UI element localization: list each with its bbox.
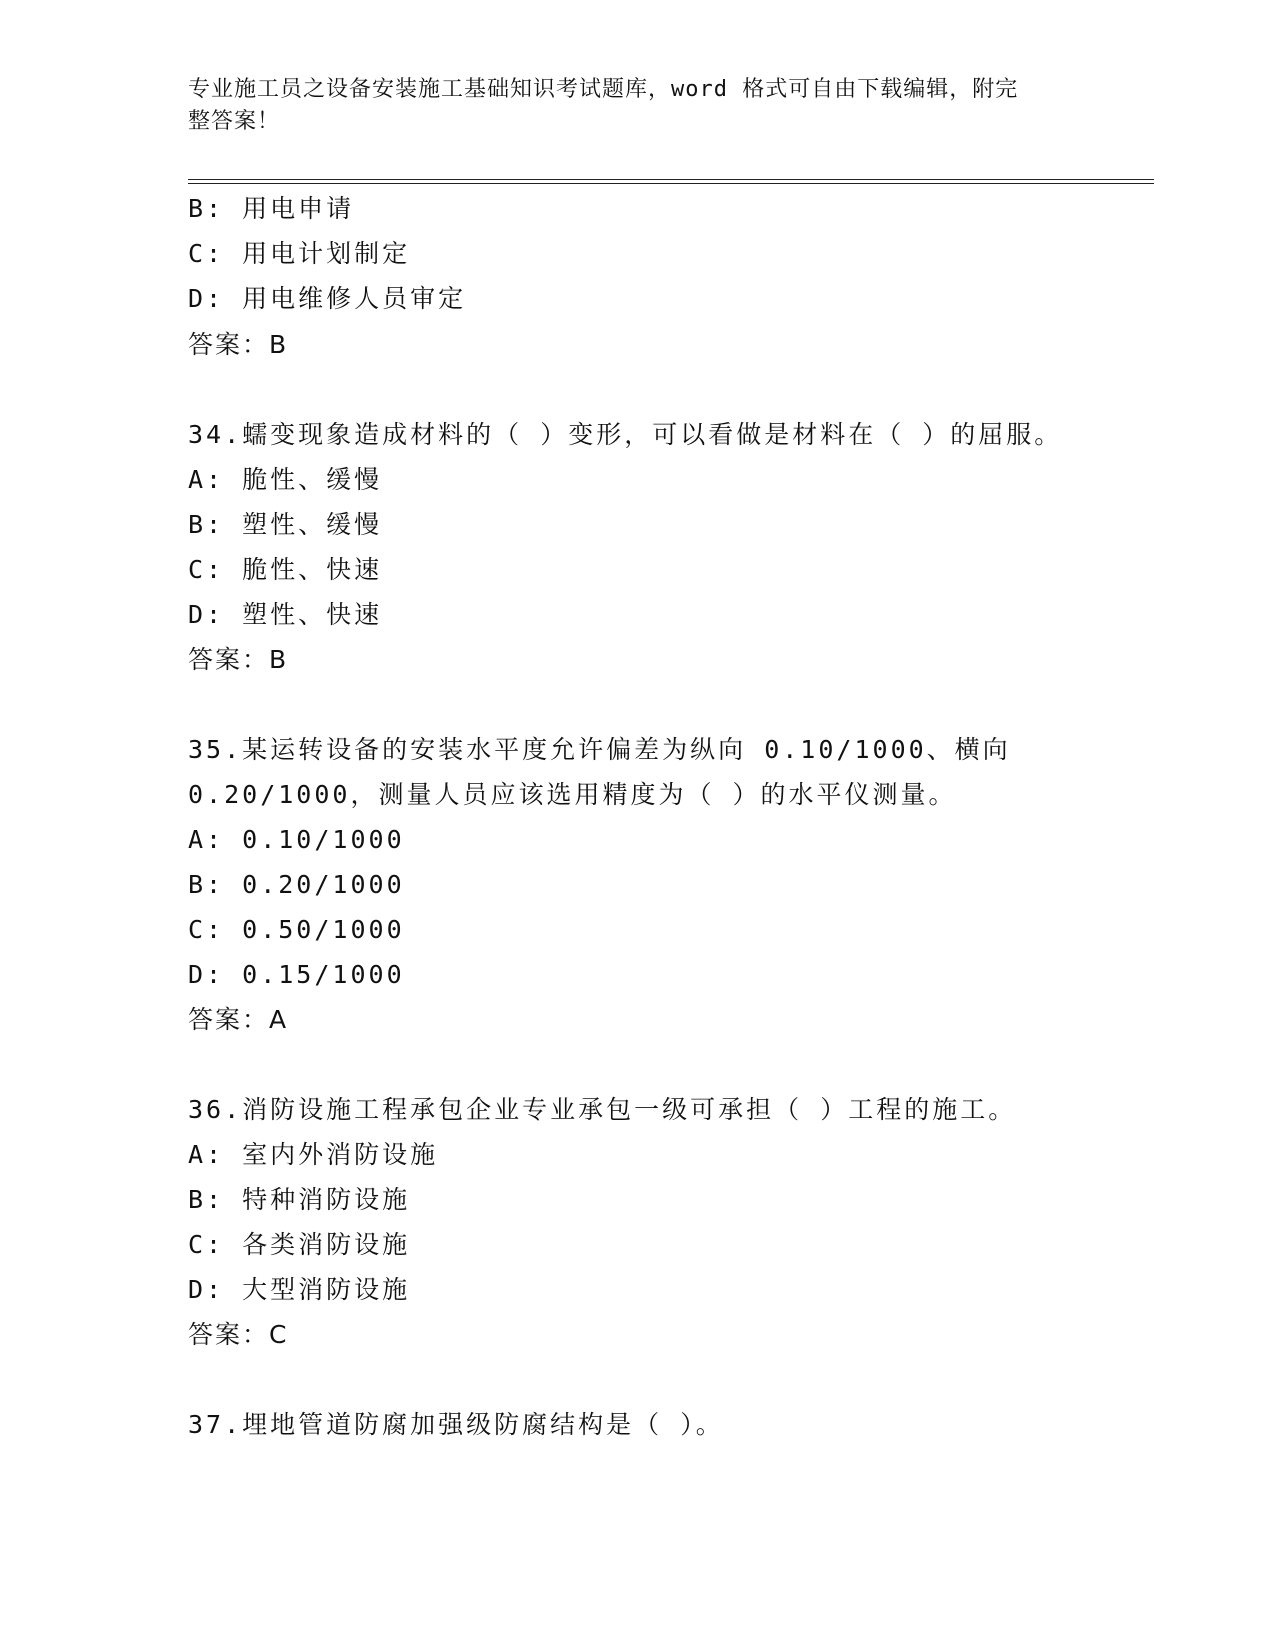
q34-option-a: A: 脆性、缓慢 [188,465,383,494]
q33-option-b: B: 用电申请 [188,194,355,223]
header-rule-bottom [188,183,1154,184]
q37-stem: 37.埋地管道防腐加强级防腐结构是（ ）。 [188,1410,724,1439]
q33-option-d: D: 用电维修人员审定 [188,284,467,313]
q35-option-d: D: 0.15/1000 [188,960,405,989]
q35-answer: 答案：A [188,1005,289,1034]
q36-option-d: D: 大型消防设施 [188,1275,411,1304]
q34-stem: 34.蠕变现象造成材料的（ ）变形，可以看做是材料在（ ）的屈服。 [188,420,1063,449]
q36-answer: 答案：C [188,1320,289,1349]
q34-option-b: B: 塑性、缓慢 [188,510,383,539]
q35-option-a: A: 0.10/1000 [188,825,405,854]
q36-option-b: B: 特种消防设施 [188,1185,411,1214]
q35-stem-line-2: 0.20/1000，测量人员应该选用精度为（ ）的水平仪测量。 [188,780,957,809]
header-rule-top [188,179,1154,180]
q36-stem: 36.消防设施工程承包企业专业承包一级可承担（ ）工程的施工。 [188,1095,1017,1124]
q35-option-b: B: 0.20/1000 [188,870,405,899]
q33-option-c: C: 用电计划制定 [188,239,411,268]
q34-answer: 答案：B [188,645,289,674]
q35-option-c: C: 0.50/1000 [188,915,405,944]
header-line-1: 专业施工员之设备安装施工基础知识考试题库，word 格式可自由下载编辑，附完 [188,77,1019,102]
q36-option-c: C: 各类消防设施 [188,1230,411,1259]
q33-answer: 答案：B [188,330,289,359]
header-line-2: 整答案！ [188,109,281,134]
q34-option-c: C: 脆性、快速 [188,555,383,584]
document-header [188,74,1068,138]
q35-stem-line-1: 35.某运转设备的安装水平度允许偏差为纵向 0.10/1000、横向 [188,735,1011,764]
q34-option-d: D: 塑性、快速 [188,600,383,629]
q36-option-a: A: 室内外消防设施 [188,1140,439,1169]
